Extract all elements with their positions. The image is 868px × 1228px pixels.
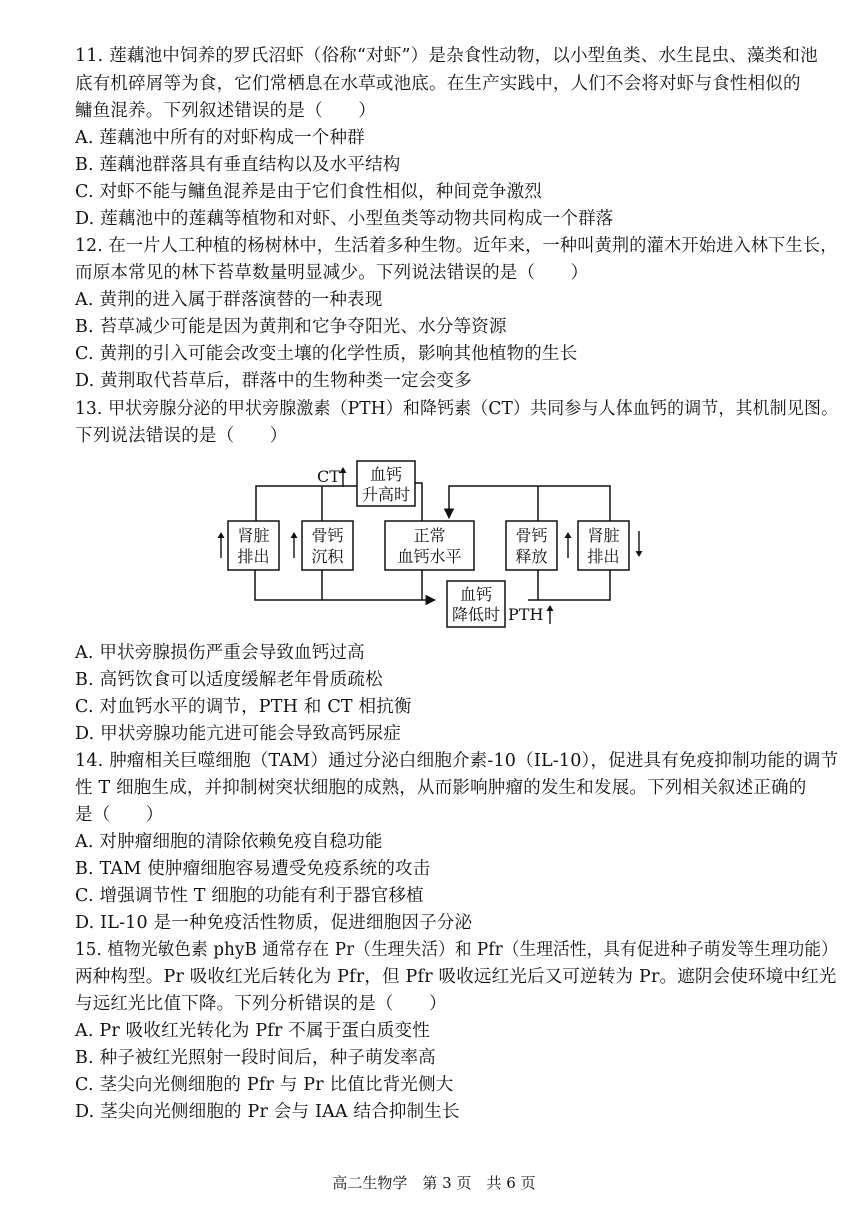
q13-stem-line2: 下列说法错误的是（ ） (75, 426, 288, 446)
page-footer: 高二生物学 第 3 页 共 6 页 (332, 1174, 536, 1192)
q12-stem-line1: 12. 在一片人工种植的杨树林中，生活着多种生物。近年来，一种叫黄荆的灌木开始进入林下生长， (75, 236, 838, 256)
q15-option-c: C. 茎尖向光侧细胞的 Pfr 与 Pr 比值比背光侧大 (75, 1075, 454, 1095)
pth-up-arrow-icon (547, 605, 554, 624)
q11-stem-line1: 11. 莲藕池中饲养的罗氏沼虾（俗称“对虾”）是杂食性动物，以小型鱼类、水生昆虫、藻类和池 (75, 46, 818, 66)
bone-release-label-1: 骨钙 (515, 526, 548, 545)
bone-deposition-label-1: 骨钙 (311, 526, 344, 545)
q15-stem-line3: 与远红光比值下降。下列分析错误的是（ ） (75, 994, 447, 1014)
q14-stem-line3: 是（ ） (75, 805, 164, 825)
kidney-left-up-arrow-icon (218, 532, 225, 558)
q11-option-b: B. 莲藕池群落具有垂直结构以及水平结构 (75, 155, 401, 175)
low-calcium-label-2: 降低时 (451, 605, 501, 624)
q14-option-b: B. TAM 使肿瘤细胞容易遭受免疫系统的攻击 (75, 859, 431, 879)
q14-option-a: A. 对肿瘤细胞的清除依赖免疫自稳功能 (75, 832, 383, 852)
low-calcium-label-1: 血钙 (459, 585, 493, 604)
bone-calcium-release-box (506, 521, 557, 570)
q11-option-d: D. 莲藕池中的莲藕等植物和对虾、小型鱼类等动物共同构成一个群落 (75, 209, 614, 229)
q13-option-c: C. 对血钙水平的调节，PTH 和 CT 相抗衡 (75, 697, 412, 717)
low-calcium-box (447, 581, 505, 627)
ct-label: CT (317, 467, 340, 486)
pth-label: PTH (508, 605, 544, 624)
q11-stem-line3: 鳙鱼混养。下列叙述错误的是（ ） (75, 101, 376, 121)
q15-option-a: A. Pr 吸收红光转化为 Pfr 不属于蛋白质变性 (75, 1021, 430, 1041)
bone-calcium-deposition-box (302, 521, 353, 570)
kidney-excretion-right-box (578, 521, 629, 570)
q11-option-a: A. 莲藕池中所有的对虾构成一个种群 (75, 128, 365, 148)
q14-stem-line1: 14. 肿瘤相关巨噬细胞（TAM）通过分泌白细胞介素-10（IL-10），促进具有免疫抑制功能的调节 (75, 751, 839, 771)
bone-release-up-arrow-icon (565, 532, 572, 558)
q15-option-b: B. 种子被红光照射一段时间后，种子萌发率高 (75, 1048, 436, 1068)
normal-label-2: 血钙水平 (397, 547, 462, 566)
bone-deposition-up-arrow-icon (291, 532, 298, 558)
normal-label-1: 正常 (413, 526, 446, 545)
ct-up-arrow-icon (340, 467, 347, 487)
q14-option-d: D. IL-10 是一种免疫活性物质，促进细胞因子分泌 (75, 913, 473, 933)
high-calcium-label-1: 血钙 (369, 465, 403, 484)
normal-calcium-level-box (385, 521, 474, 570)
bone-release-label-2: 释放 (515, 547, 548, 566)
q12-option-d: D. 黄荆取代苔草后，群落中的生物种类一定会变多 (75, 371, 472, 391)
q12-option-b: B. 苔草减少可能是因为黄荆和它争夺阳光、水分等资源 (75, 317, 507, 337)
q11-option-c: C. 对虾不能与鳙鱼混养是由于它们食性相似，种间竞争激烈 (75, 182, 542, 202)
q15-option-d: D. 茎尖向光侧细胞的 Pr 会与 IAA 结合抑制生长 (75, 1102, 460, 1122)
q14-stem-line2: 性 T 细胞生成，并抑制树突状细胞的成熟，从而影响肿瘤的发生和发展。下列相关叙述正确的 (75, 778, 807, 798)
q12-option-c: C. 黄荆的引入可能会改变土壤的化学性质，影响其他植物的生长 (75, 344, 578, 364)
kidney-excretion-left-box (228, 521, 279, 570)
q12-option-a: A. 黄荆的进入属于群落演替的一种表现 (75, 290, 383, 310)
q13-option-a: A. 甲状旁腺损伤严重会导致血钙过高 (75, 643, 365, 663)
bone-deposition-label-2: 沉积 (311, 547, 344, 566)
q14-option-c: C. 增强调节性 T 细胞的功能有利于器官移植 (75, 886, 424, 906)
kidney-left-label-2: 排出 (237, 547, 270, 566)
kidney-right-down-arrow-icon (636, 531, 643, 557)
high-calcium-label-2: 升高时 (361, 485, 411, 504)
calcium-regulation-diagram (214, 458, 644, 633)
kidney-right-label-2: 排出 (587, 547, 620, 566)
kidney-right-label-1: 肾脏 (587, 526, 620, 545)
q15-stem-line2: 两种构型。Pr 吸收红光后转化为 Pfr，但 Pfr 吸收远红光后又可逆转为 Pr。遮阴会使环境中红光 (75, 967, 837, 987)
q13-stem-line1: 13. 甲状旁腺分泌的甲状旁腺激素（PTH）和降钙素（CT）共同参与人体血钙的调节，其机制见图。 (75, 399, 839, 419)
q13-option-d: D. 甲状旁腺功能亢进可能会导致高钙尿症 (75, 724, 402, 744)
q13-option-b: B. 高钙饮食可以适度缓解老年骨质疏松 (75, 670, 383, 690)
kidney-left-label-1: 肾脏 (237, 526, 270, 545)
q11-stem-line2: 底有机碎屑等为食，它们常栖息在水草或池底。在生产实践中，人们不会将对虾与食性相似的 (75, 74, 801, 94)
high-calcium-box (357, 461, 415, 506)
q15-stem-line1: 15. 植物光敏色素 phyB 通常存在 Pr（生理失活）和 Pfr（生理活性，具有促进种子萌发等生理功能） (75, 940, 838, 960)
q12-stem-line2: 而原本常见的林下苔草数量明显减少。下列说法错误的是（ ） (75, 263, 589, 283)
